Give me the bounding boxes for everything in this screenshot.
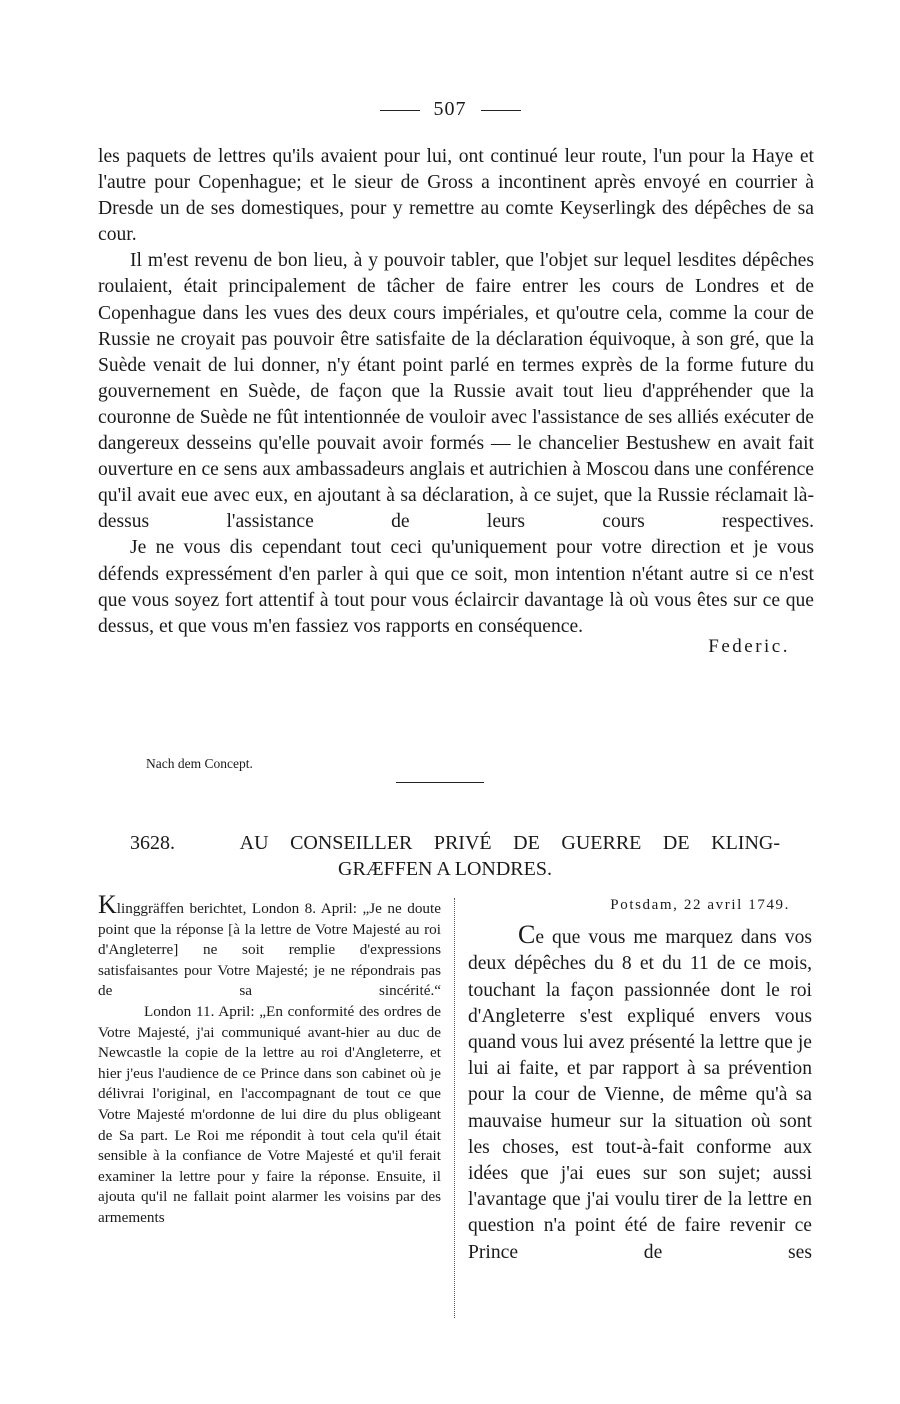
signature: Federic. [708, 635, 790, 657]
main-text [98, 144, 814, 666]
page-number: 507 [433, 98, 467, 120]
column-divider [454, 898, 455, 1318]
header-dash-right [481, 110, 521, 111]
reply-column [468, 892, 812, 1266]
letter-heading [130, 830, 780, 882]
report-paragraph-1 [98, 890, 441, 1002]
header-dash-left [380, 110, 420, 111]
heading-line-1 [130, 830, 780, 856]
reply-initial: C [518, 920, 536, 950]
dateline: Potsdam, 22 avril 1749. [610, 897, 790, 913]
report-column [98, 890, 441, 1229]
heading-text-1: AU CONSEILLER PRIVÉ DE GUERRE DE KLING- [239, 832, 780, 854]
page-header [0, 98, 900, 121]
source-note: Nach dem Concept. [146, 756, 253, 771]
section-rule [396, 782, 484, 783]
report-paragraph-2: London 11. April: „En conformité des ordres de Votre Majesté, j'ai communiqué avant-hier au duc de Newcastle la copie de la lettre au roi d'Angleterre, et hier j'eus l'audience de ce Prince dans son cabinet où je délivrai l'original, en l'accompagnant de tout ce que Votre Majesté m'ordonne de lui dire du plus obligeant de Sa part. Le Roi me répondit à tout cela qu'il était sensible à la confiance de Votre Majesté et qu'il ferait examiner la lettre pour y faire la réponse. Ensuite, il ajouta qu'il ne fallait point alarmer les voisins par des armements [98, 1002, 441, 1226]
report-text-1: linggräffen berichtet, London 8. April: „Je ne doute point que la réponse [à la lettre de Votre Majesté au roi d'Angleterre] ne soit remplie d'expressions satisfaisantes pour Votre Majesté; je ne répondrais pas de sa sincérité.“ [98, 900, 441, 1000]
heading-line-2: GRÆFFEN A LONDRES. [338, 858, 552, 880]
paragraph-2: Il m'est revenu de bon lieu, à y pouvoir tabler, que l'objet sur lequel lesdites dépêches roulaient, était principalement de tâcher de faire entrer les cours de Londres et de Copenhague dans les vues des deux cours impériales, et qu'outre cela, comme la cour de Russie ne croyait pas pouvoir être satisfaite de la déclaration équivoque, à son gré, que la Suède venait de lui donner, n'y étant point parlé en termes exprès de la forme future du gouvernement en Suède, de façon que la Russie avait tout lieu d'appréhender que la couronne de Suède ne fût intentionnée de vouloir avec l'assistance de ses alliés exécuter de dangereux desseins qu'elle pouvait avoir formés — le chancelier Bestushew en avait fait ouverture en ce sens aux ambassadeurs anglais et autrichien à Moscou dans une conférence qu'il avait eue avec eux, en ajoutant à sa déclaration, à ce sujet, que la Russie réclamait là-dessus l'assistance de leurs cours respectives. [98, 250, 814, 533]
paragraph-3: Je ne vous dis cependant tout ceci qu'uniquement pour votre direction et je vous défends expressément d'en parler à qui que ce soit, mon intention n'étant autre si ce n'est que vous soyez fort attentif à tout pour vous éclaircir davantage là où vous êtes sur ce que dessus, et que vous m'en fassiez vos rapports en conséquence. [98, 537, 814, 637]
report-initial: K [98, 890, 117, 919]
reply-paragraph [468, 922, 812, 1266]
reply-text: e que vous me marquez dans vos deux dépêches du 8 et du 11 de ce mois, touchant la façon passionnée dont le roi d'Angleterre s'est expliqué envers vous quand vous lui avez présenté la lettre que je lui ai faite, et par rapport à sa prévention pour la cour de Vienne, de même qu'à sa mauvaise humeur sur la situation où sont les choses, est tout-à-fait conforme aux idées que j'ai eues sur son sujet; aussi l'avantage que j'ai voulu tirer de la lettre en question n'a point été de faire revenir ce Prince de ses [468, 927, 812, 1263]
paragraph-1: les paquets de lettres qu'ils avaient pour lui, ont continué leur route, l'un pour la Haye et l'autre pour Copenhague; et le sieur de Gross a incontinent après envoyé en courrier à Dresde un de ses domestiques, pour y remettre au comte Keyserlingk des dépêches de sa cour. [98, 146, 814, 246]
letter-number: 3628. [130, 832, 175, 854]
signature-row [98, 635, 814, 666]
